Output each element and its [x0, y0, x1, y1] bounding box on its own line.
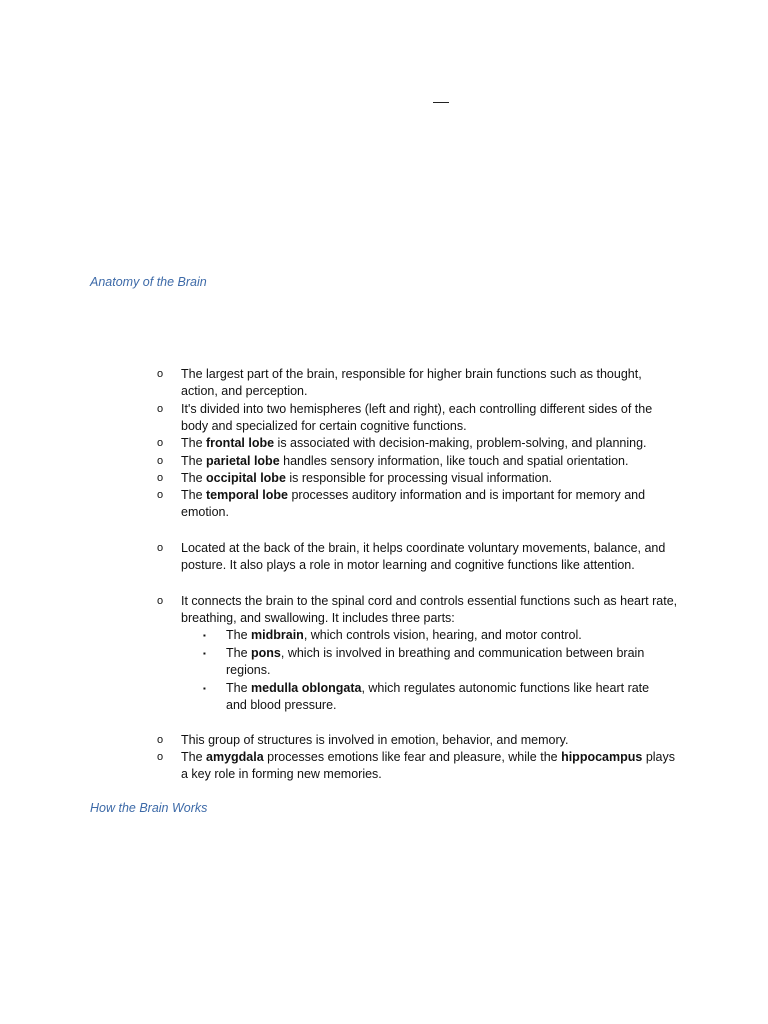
- square-bullet-icon: ▪: [203, 631, 206, 640]
- circle-bullet-icon: o: [157, 751, 164, 763]
- sub-list-item-text: The pons, which is involved in breathing and communication between brain regions.: [226, 646, 645, 678]
- sub-list-item-text: The medulla oblongata, which regulates autonomic functions like heart rate and blood pressure.: [226, 681, 650, 713]
- list-item-text: The largest part of the brain, responsible for higher brain functions such as thought, action, and perception.: [181, 367, 642, 399]
- list-item-text: It's divided into two hemispheres (left and right), each controlling different sides of the body and specialized for certain cognitive functions.: [181, 402, 653, 434]
- square-bullet-icon: ▪: [203, 684, 206, 693]
- list-item-text: The temporal lobe processes auditory information and is important for memory and emotion.: [181, 488, 646, 520]
- circle-bullet-icon: o: [157, 437, 164, 449]
- list-item-text: The frontal lobe is associated with decision-making, problem-solving, and planning.: [181, 436, 647, 450]
- square-bullet-icon: ▪: [203, 649, 206, 658]
- sub-list-item-text: The midbrain, which controls vision, hearing, and motor control.: [226, 628, 582, 642]
- header-dash: [433, 102, 449, 103]
- circle-bullet-icon: o: [157, 542, 164, 554]
- circle-bullet-icon: o: [157, 734, 164, 746]
- circle-bullet-icon: o: [157, 403, 164, 415]
- list-item-text: The amygdala processes emotions like fear and pleasure, while the hippocampus plays a key role in forming new memories.: [181, 750, 675, 782]
- circle-bullet-icon: o: [157, 472, 164, 484]
- list-item-text: Located at the back of the brain, it helps coordinate voluntary movements, balance, and posture. It also plays a role in motor learning and cognitive functions like attention.: [181, 541, 666, 573]
- circle-bullet-icon: o: [157, 489, 164, 501]
- list-item-text: The parietal lobe handles sensory information, like touch and spatial orientation.: [181, 454, 629, 468]
- circle-bullet-icon: o: [157, 368, 164, 380]
- circle-bullet-icon: o: [157, 455, 164, 467]
- list-item-text: It connects the brain to the spinal cord and controls essential functions such as heart rate, breathing, and swallowing. It includes three parts:: [181, 594, 678, 626]
- section-heading-anatomy: Anatomy of the Brain: [90, 275, 207, 289]
- section-heading-how-it-works: How the Brain Works: [90, 801, 208, 815]
- list-item-text: The occipital lobe is responsible for processing visual information.: [181, 471, 553, 485]
- list-item-text: This group of structures is involved in emotion, behavior, and memory.: [181, 733, 569, 747]
- circle-bullet-icon: o: [157, 595, 164, 607]
